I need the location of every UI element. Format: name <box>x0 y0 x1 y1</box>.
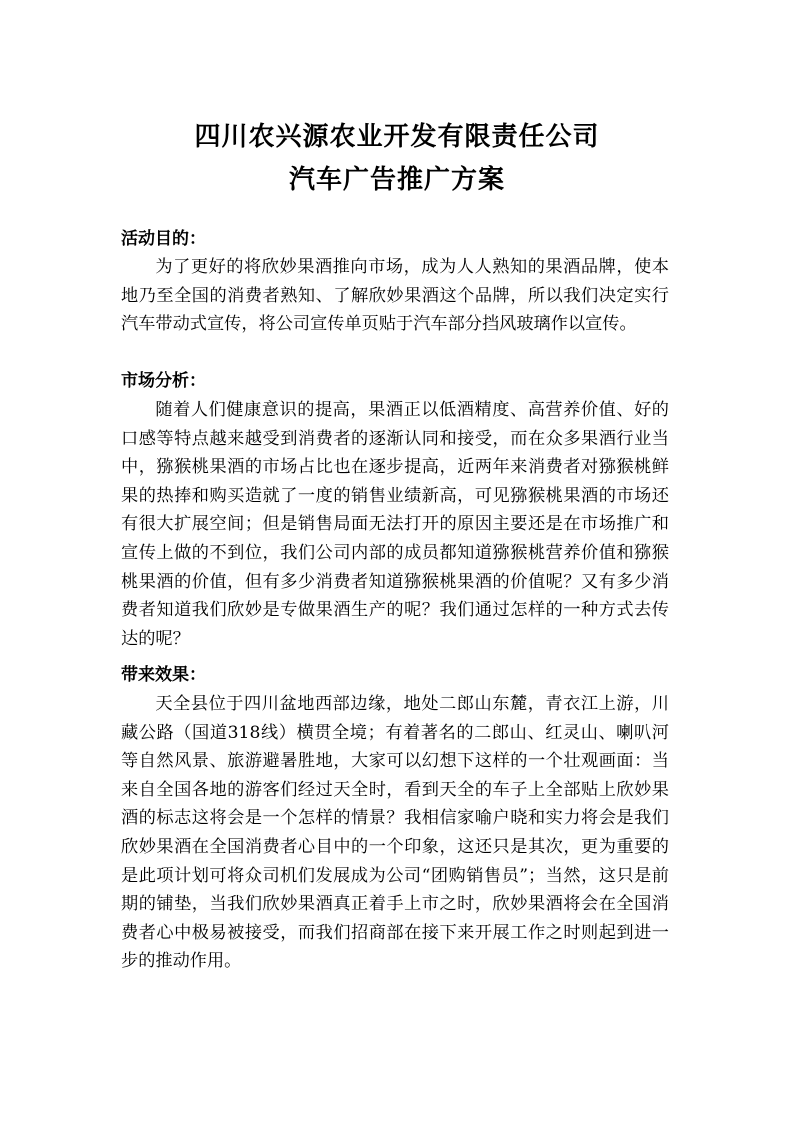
plan-title: 汽车广告推广方案 <box>288 165 505 195</box>
section-heading-effects: 带来效果： <box>121 665 206 685</box>
section-body-effects: 天全县位于四川盆地西部边缘，地处二郎山东麓，青衣江上游，川藏公路（国道318线）横贯全境；有着著名的二郎山、红灵山、喇叭河等自然风景、旅游避暑胜地，大家可以幻想下这样的一个壮观画面：当来自全国各地的游客们经过天全时，看到天全的车子上全部贴上欣妙果酒的标志这将会是一个怎样的情景？我相信家喻户晓和实力将会是我们欣妙果酒在全国消费者心目中的一个印象，这还只是其次，更为重要的是此项计划可将众司机们发展成为公司“团购销售员”；当然，这只是前期的铺垫，当我们欣妙果酒真正着手上市之时，欣妙果酒将会在全国消费者心中极易被接受，而我们招商部在接下来开展工作之时则起到进一步的推动作用。 <box>121 694 669 972</box>
section-body-purpose: 为了更好的将欣妙果酒推向市场，成为人人熟知的果酒品牌，使本地乃至全国的消费者熟知、了解欣妙果酒这个品牌，所以我们决定实行汽车带动式宣传，将公司宣传单页贴于汽车部分挡风玻璃作以宣传。 <box>121 257 669 335</box>
section-body-market-analysis: 随着人们健康意识的提高，果酒正以低酒精度、高营养价值、好的口感等特点越来越受到消费者的逐渐认同和接受，而在众多果酒行业当中，猕猴桃果酒的市场占比也在逐步提高，近两年来消费者对猕猴桃鲜果的热捧和购买造就了一度的销售业绩新高，可见猕猴桃果酒的市场还有很大扩展空间；但是销售局面无法打开的原因主要还是在市场推广和宣传上做的不到位，我们公司内部的成员都知道猕猴桃营养价值和猕猴桃果酒的价值，但有多少消费者知道猕猴桃果酒的价值呢？又有多少消费者知道我们欣妙是专做果酒生产的呢？我们通过怎样的一种方式去传达的呢？ <box>121 400 669 649</box>
company-title: 四川农兴源农业开发有限责任公司 <box>194 122 600 152</box>
section-heading-purpose: 活动目的： <box>121 229 206 249</box>
section-heading-market-analysis: 市场分析： <box>121 371 206 391</box>
